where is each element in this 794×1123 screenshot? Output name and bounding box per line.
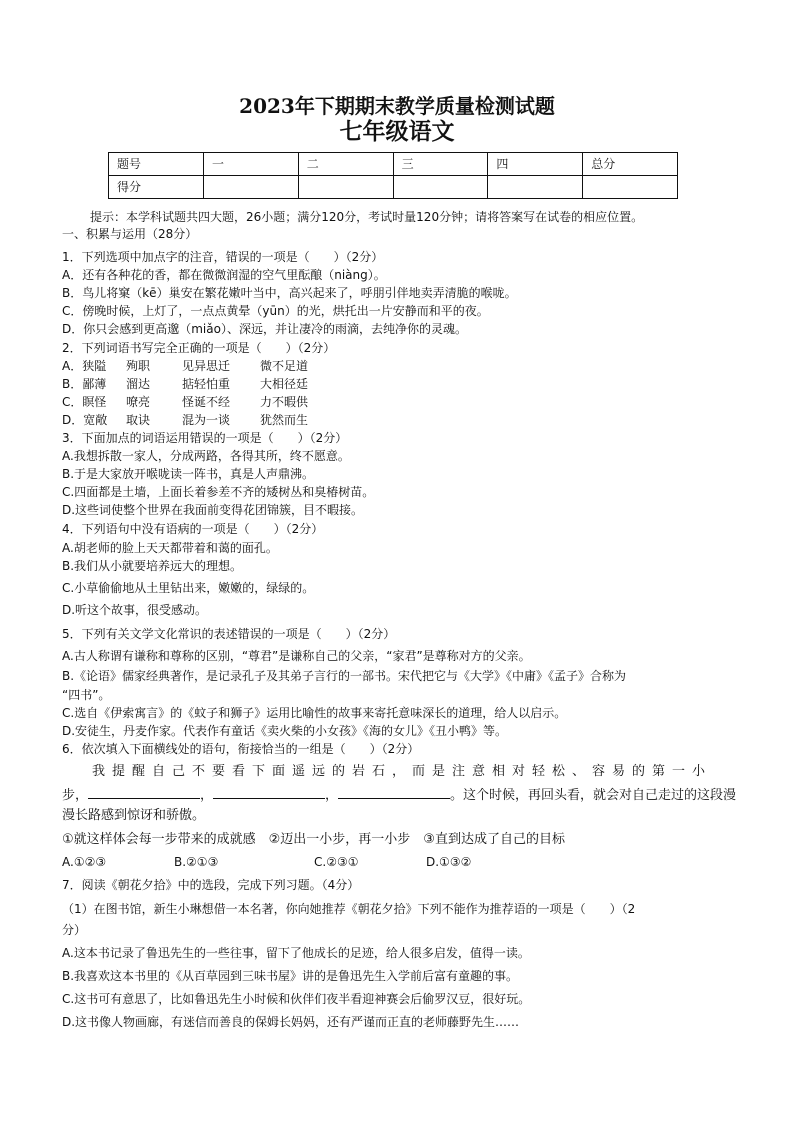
option-b[interactable] — [62, 376, 308, 392]
score-cell: 得分 — [109, 176, 204, 199]
blank-3[interactable] — [338, 786, 450, 799]
word: 溜达 — [126, 377, 151, 391]
word: 怪诞不经 — [182, 395, 231, 409]
score-table-score-row — [109, 176, 678, 199]
score-input-cell[interactable] — [488, 176, 583, 199]
exam-subtitle: 七年级语文 — [339, 118, 455, 145]
sentence-items: ①就这样体会每一步带来的成就感 ②迈出一小步，再一小步 ③直到达成了自己的目标 — [62, 832, 565, 847]
passage-line — [62, 786, 736, 804]
score-input-cell[interactable] — [393, 176, 488, 199]
score-cell: 四 — [488, 153, 583, 176]
option-b[interactable]: B.我们从小就要培养远大的理想。 — [62, 559, 243, 573]
exam-title: 2023年下期期末教学质量检测试题 — [239, 94, 555, 118]
option-d[interactable]: D．你只会感到更高邈（miǎo）、深远，并让凄冷的雨滴，去纯净你的灵魂。 — [62, 322, 467, 336]
word: 力不暇供 — [260, 395, 309, 409]
score-input-cell[interactable] — [298, 176, 393, 199]
option-b[interactable]: B．鸟儿将窠（kē）巢安在繁花嫩叶当中，高兴起来了，呼朋引伴地卖弄清脆的喉咙。 — [62, 286, 517, 300]
score-cell: 三 — [393, 153, 488, 176]
sub-question-stem-continued: 分） — [62, 923, 87, 937]
option-a[interactable]: A．还有各种花的香，都在微微润湿的空气里酝酿（niàng）。 — [62, 268, 386, 282]
option-c[interactable]: C．傍晚时候，上灯了，一点点黄晕（yūn）的光，烘托出一片安静而和平的夜。 — [62, 304, 489, 318]
passage-line: 我提醒自己不要看下面遥远的岩石，而是注意相对轻松、容易的第一小 — [92, 764, 713, 779]
word: A．狭隘 — [62, 359, 107, 373]
option-c[interactable]: C.②③① — [314, 855, 359, 869]
option-a[interactable]: A.这本书记录了鲁迅先生的一些往事，留下了他成长的足迹，给人很多启发，值得一读。 — [62, 946, 530, 960]
option-a[interactable]: A.古人称谓有谦称和尊称的区别，“尊君”是谦称自己的父亲，“家君”是尊称对方的父亲。 — [62, 649, 531, 663]
score-cell: 总分 — [583, 153, 678, 176]
option-d[interactable] — [62, 412, 308, 428]
option-c[interactable]: C.四面都是土墙，上面长着参差不齐的矮树丛和臭椿树苗。 — [62, 485, 375, 499]
option-c[interactable]: C.这书可有意思了，比如鲁迅先生小时候和伙伴们夜半看迎神赛会后偷罗汉豆，很好玩。 — [62, 992, 531, 1006]
option-a[interactable] — [62, 358, 308, 374]
passage-line: 漫长路感到惊讶和骄傲。 — [62, 808, 206, 823]
word: D．宽敞 — [62, 413, 108, 427]
question-stem: 2．下列词语书写完全正确的一项是（ ）（2分） — [62, 341, 336, 355]
word: 殉职 — [126, 359, 151, 373]
word: 混为一谈 — [182, 413, 231, 427]
option-a[interactable]: A.我想拆散一家人，分成两路，各得其所，终不愿意。 — [62, 449, 350, 463]
score-table — [108, 152, 678, 199]
option-a[interactable]: A.①②③ — [62, 855, 107, 869]
option-b-continued: “四书”。 — [62, 688, 111, 702]
answer-options — [62, 854, 471, 870]
word: 微不足道 — [260, 359, 309, 373]
blank-1[interactable] — [88, 786, 200, 799]
option-c[interactable]: C.选自《伊索寓言》的《蚊子和狮子》运用比喻性的故事来寄托意味深长的道理，给人以启示。 — [62, 706, 567, 720]
section-heading: 一、积累与运用（28分） — [62, 227, 198, 241]
question-stem: 4．下列语句中没有语病的一项是（ ）（2分） — [62, 522, 324, 536]
option-b[interactable]: B.②①③ — [174, 855, 219, 869]
blank-2[interactable] — [213, 786, 325, 799]
score-cell: 二 — [298, 153, 393, 176]
word: 见异思迁 — [182, 359, 231, 373]
option-d[interactable]: D.安徒生，丹麦作家。代表作有童话《卖火柴的小女孩》《海的女儿》《丑小鸭》等。 — [62, 724, 508, 738]
word: 大相径廷 — [260, 377, 309, 391]
option-d[interactable]: D.这书像人物画廊，有迷信而善良的保姆长妈妈，还有严谨而正直的老师藤野先生…… — [62, 1015, 520, 1029]
word: B．鄙薄 — [62, 377, 107, 391]
word: C．瞑怪 — [62, 395, 107, 409]
passage-text: 步， — [62, 788, 89, 803]
question-stem: 1．下列选项中加点字的注音，错误的一项是（ ）（2分） — [62, 250, 384, 264]
passage-text: 。这个时候，再回头看，就会对自己走过的这段漫 — [450, 788, 737, 803]
score-input-cell[interactable] — [204, 176, 299, 199]
sub-question-stem: （1）在图书馆，新生小琳想借一本名著，你向她推荐《朝花夕拾》下列不能作为推荐语的一项是（ ）（2 — [62, 902, 636, 916]
score-input-cell[interactable] — [583, 176, 678, 199]
option-b[interactable]: B.于是大家放开喉咙读一阵书，真是人声鼎沸。 — [62, 467, 315, 481]
option-d[interactable]: D.这些词使整个世界在我面前变得花团锦簇，目不暇接。 — [62, 503, 364, 517]
question-stem: 7．阅读《朝花夕拾》中的选段，完成下列习题。（4分） — [62, 878, 360, 892]
option-d[interactable]: D.①③② — [426, 855, 472, 869]
score-cell: 一 — [204, 153, 299, 176]
exam-notice: 提示：本学科试题共四大题，26小题；满分120分，考试时量120分钟；请将答案写在试卷的相应位置。 — [90, 210, 644, 224]
option-b[interactable]: B.《论语》儒家经典著作，是记录孔子及其弟子言行的一部书。宋代把它与《大学》《中庸》《孟子》合称为 — [62, 669, 627, 683]
option-a[interactable]: A.胡老师的脸上天天都带着和蔼的面孔。 — [62, 541, 278, 555]
score-table-header-row — [109, 153, 678, 176]
score-cell: 题号 — [109, 153, 204, 176]
question-stem: 6．依次填入下面横线处的语句，衔接恰当的一组是（ ）（2分） — [62, 742, 420, 756]
question-stem: 3．下面加点的词语运用错误的一项是（ ）（2分） — [62, 431, 348, 445]
passage-text: ， — [325, 788, 339, 803]
option-b[interactable]: B.我喜欢这本书里的《从百草园到三味书屋》讲的是鲁迅先生入学前后富有童趣的事。 — [62, 969, 519, 983]
word: 取诀 — [126, 413, 151, 427]
passage-text: ， — [200, 788, 214, 803]
question-stem: 5．下列有关文学文化常识的表述错误的一项是（ ）（2分） — [62, 627, 396, 641]
option-c[interactable]: C.小草偷偷地从土里钻出来，嫩嫩的，绿绿的。 — [62, 581, 315, 595]
word: 嘹亮 — [126, 395, 151, 409]
word: 掂轻怕重 — [182, 377, 231, 391]
option-d[interactable]: D.听这个故事，很受感动。 — [62, 603, 208, 617]
word: 犹然而生 — [260, 413, 309, 427]
option-c[interactable] — [62, 394, 308, 410]
